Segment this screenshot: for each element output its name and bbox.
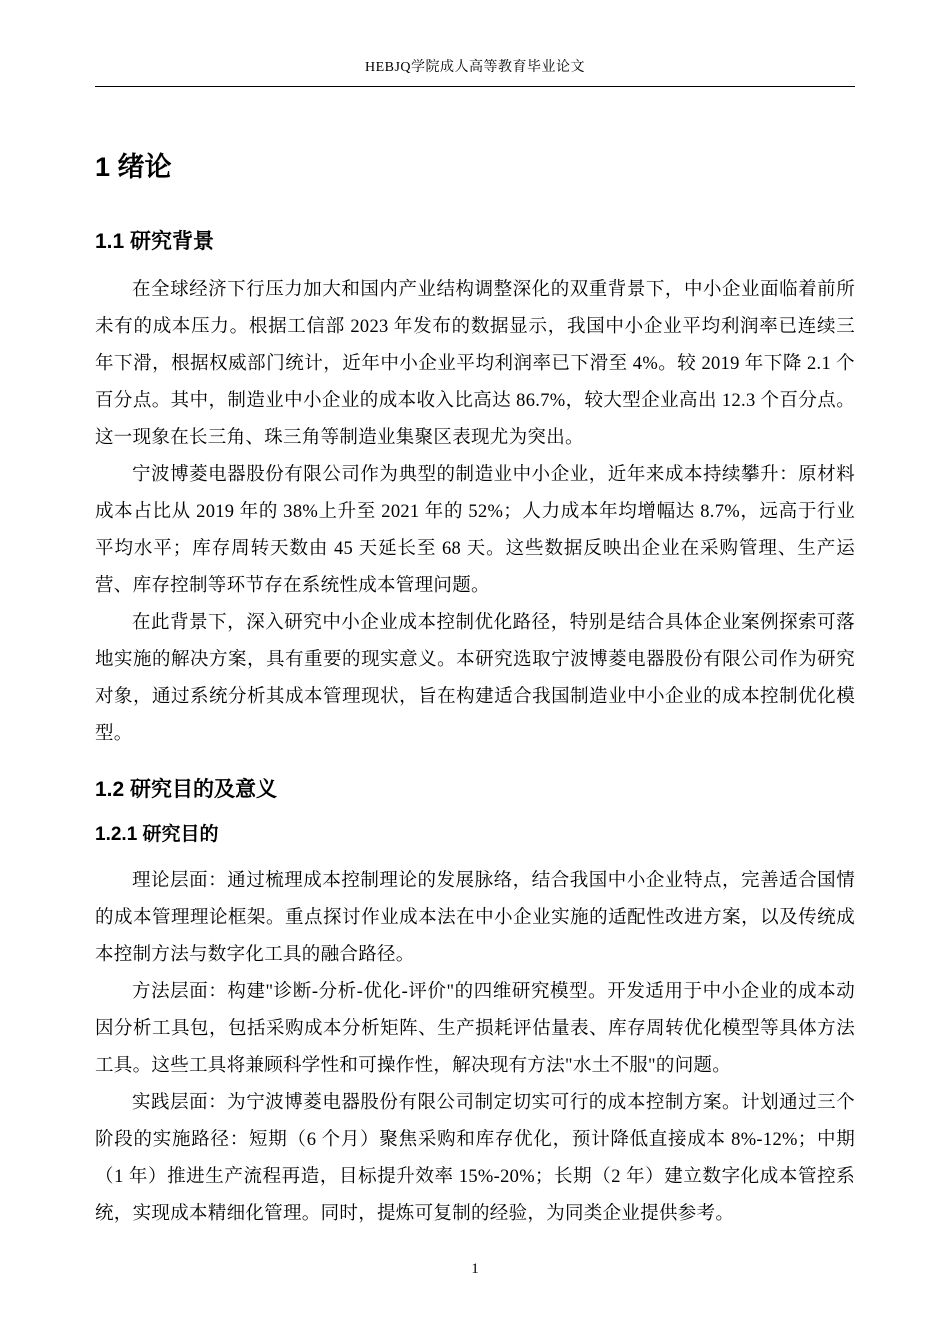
section-heading-1-1: 1.1 研究背景 bbox=[95, 230, 215, 254]
subsection-heading-1-2-1: 1.2.1 研究目的 bbox=[95, 823, 219, 845]
paragraph-research-background-1: 在全球经济下行压力加大和国内产业结构调整深化的双重背景下，中小企业面临着前所未有的成本压力。根据工信部 2023 年发布的数据显示，我国中小企业平均利润率已连续三年下滑，根据权威部门统计，近年中小企业平均利润率已下滑至 4%。较 2019 年下降 2.1 个百分点。其中，制造业中小企业的成本收入比高达 86.7%，较大型企业高出 12.3 个百分点。这一现象在长三角、珠三角等制造业集聚区表现尤为突出。 bbox=[95, 279, 855, 448]
page-header bbox=[95, 56, 855, 87]
page-number: 1 bbox=[471, 1261, 479, 1277]
page-header-title: HEBJQ学院成人高等教育毕业论文 bbox=[364, 60, 586, 75]
section-heading-1-2: 1.2 研究目的及意义 bbox=[95, 777, 278, 801]
paragraph-research-background-2: 宁波博菱电器股份有限公司作为典型的制造业中小企业，近年来成本持续攀升：原材料成本占比从 2019 年的 38%上升至 2021 年的 52%；人力成本年均增幅达 8.7%，远高于行业平均水平；库存周转天数由 45 天延长至 68 天。这些数据反映出企业在采购管理、生产运营、库存控制等环节存在系统性成本管理问题。 bbox=[95, 464, 855, 596]
paragraph-practice-level: 实践层面：为宁波博菱电器股份有限公司制定切实可行的成本控制方案。计划通过三个阶段的实施路径：短期（6 个月）聚焦采购和库存优化，预计降低直接成本 8%-12%；中期（1 年）推进生产流程再造，目标提升效率 15%-20%；长期（2 年）建立数字化成本管控系统，实现成本精细化管理。同时，提炼可复制的经验，为同类企业提供参考。 bbox=[95, 1092, 855, 1224]
chapter-heading: 1 绪论 bbox=[95, 152, 172, 182]
paragraph-method-level: 方法层面：构建"诊断-分析-优化-评价"的四维研究模型。开发适用于中小企业的成本动因分析工具包，包括采购成本分析矩阵、生产损耗评估量表、库存周转优化模型等具体方法工具。这些工具将兼顾科学性和可操作性，解决现有方法"水土不服"的问题。 bbox=[95, 981, 855, 1076]
paragraph-theory-level: 理论层面：通过梳理成本控制理论的发展脉络，结合我国中小企业特点，完善适合国情的成本管理理论框架。重点探讨作业成本法在中小企业实施的适配性改进方案，以及传统成本控制方法与数字化工具的融合路径。 bbox=[95, 870, 855, 965]
paragraph-research-background-3: 在此背景下，深入研究中小企业成本控制优化路径，特别是结合具体企业案例探索可落地实施的解决方案，具有重要的现实意义。本研究选取宁波博菱电器股份有限公司作为研究对象，通过系统分析其成本管理现状，旨在构建适合我国制造业中小企业的成本控制优化模型。 bbox=[95, 612, 855, 744]
